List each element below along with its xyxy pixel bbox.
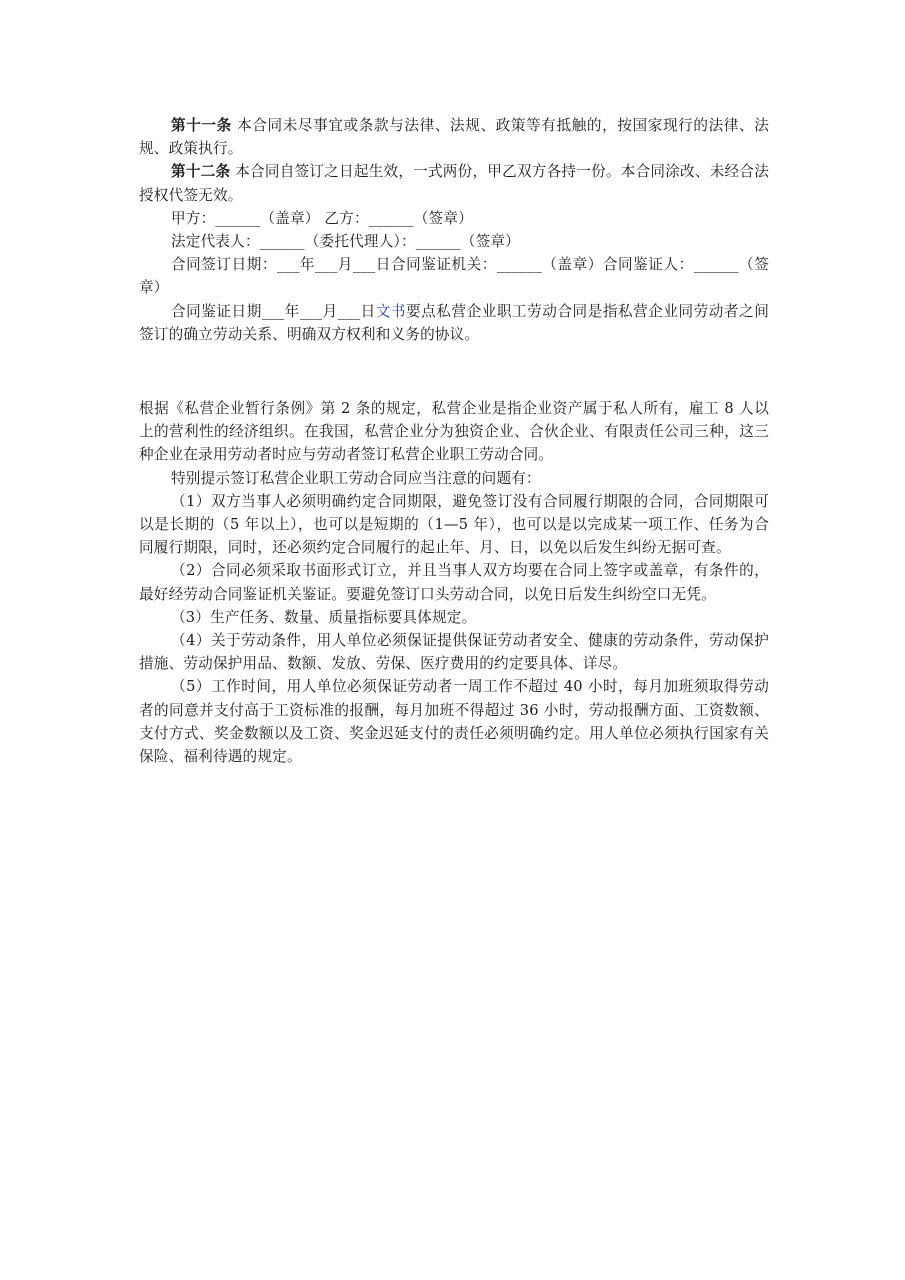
verification-definition-text: 要点私营企业职工劳动合同是指私营企业同劳动者之间签订的确立劳动关系、明确双方权利和义务的协议。 (139, 302, 769, 343)
article-11-label: 第十一条 (171, 117, 232, 134)
article-12-text: 本合同自签订之日起生效，一式两份，甲乙双方各持一份。本合同涂改、未经合法授权代签无效。 (139, 163, 769, 204)
verification-date-text: 合同鉴证日期___年___月___日 (171, 302, 376, 320)
representative-signature-line: 法定代表人：______（委托代理人）：______（签章） (171, 233, 520, 251)
notice-item-4: （4）关于劳动条件，用人单位必须保证提供保证劳动者安全、健康的劳动条件，劳动保护措施、劳动保护用品、数额、发放、劳保、医疗费用的约定要具体、详尽。 (139, 632, 769, 673)
notes-section (139, 397, 769, 768)
verification-paragraph (139, 300, 769, 346)
party-signature-line: 甲方：______（盖章） 乙方：______（签章） (171, 209, 473, 227)
notice-item-1: （1）双方当事人必须明确约定合同期限，避免签订没有合同履行期限的合同，合同期限可以是长期的（5 年以上），也可以是短期的（1—5 年），也可以是以完成某一项工作、任务为合同履行期限，同时，还必须约定合同履行的起止年、月、日，以免以后发生纠纷无据可查。 (139, 492, 769, 557)
notice-item-5: （5）工作时间，用人单位必须保证劳动者一周工作不超过 40 小时，每月加班须取得劳动者的同意并支付高于工资标准的报酬，每月加班不得超过 36 小时，劳动报酬方面、工资数额、支付方式、奖金数额以及工资、奖金迟延支付的责任必须明确约定。用人单位必须执行国家有关保险、福利待遇的规定。 (139, 678, 769, 766)
article-12 (139, 160, 769, 206)
article-11 (139, 114, 769, 160)
article-12-label: 第十二条 (171, 163, 231, 181)
contract-terms-section (139, 114, 769, 346)
notice-heading: 特别提示签订私营企业职工劳动合同应当注意的问题有： (171, 469, 541, 487)
document-link[interactable]: 文书 (375, 302, 407, 320)
contract-date-line: 合同签订日期：___年___月___日合同鉴证机关：______（盖章）合同鉴证人：______（签章） (139, 256, 769, 297)
notice-item-3: （3）生产任务、数量、质量指标要具体规定。 (171, 608, 477, 626)
intro-paragraph: 根据《私营企业暂行条例》第 2 条的规定，私营企业是指企业资产属于私人所有，雇工 8 人以上的营利性的经济组织。在我国，私营企业分为独资企业、合伙企业、有限责任公司三种，这三种企业在录用劳动者时应与劳动者签订私营企业职工劳动合同。 (139, 400, 769, 464)
article-11-text: 本合同未尽事宜或条款与法律、法规、政策等有抵触的，按国家现行的法律、法规、政策执行。 (139, 117, 769, 158)
notice-item-2: （2）合同必须采取书面形式订立，并且当事人双方均要在合同上签字或盖章，有条件的，最好经劳动合同鉴证机关鉴证。要避免签订口头劳动合同，以免日后发生纠纷空口无凭。 (139, 562, 769, 603)
